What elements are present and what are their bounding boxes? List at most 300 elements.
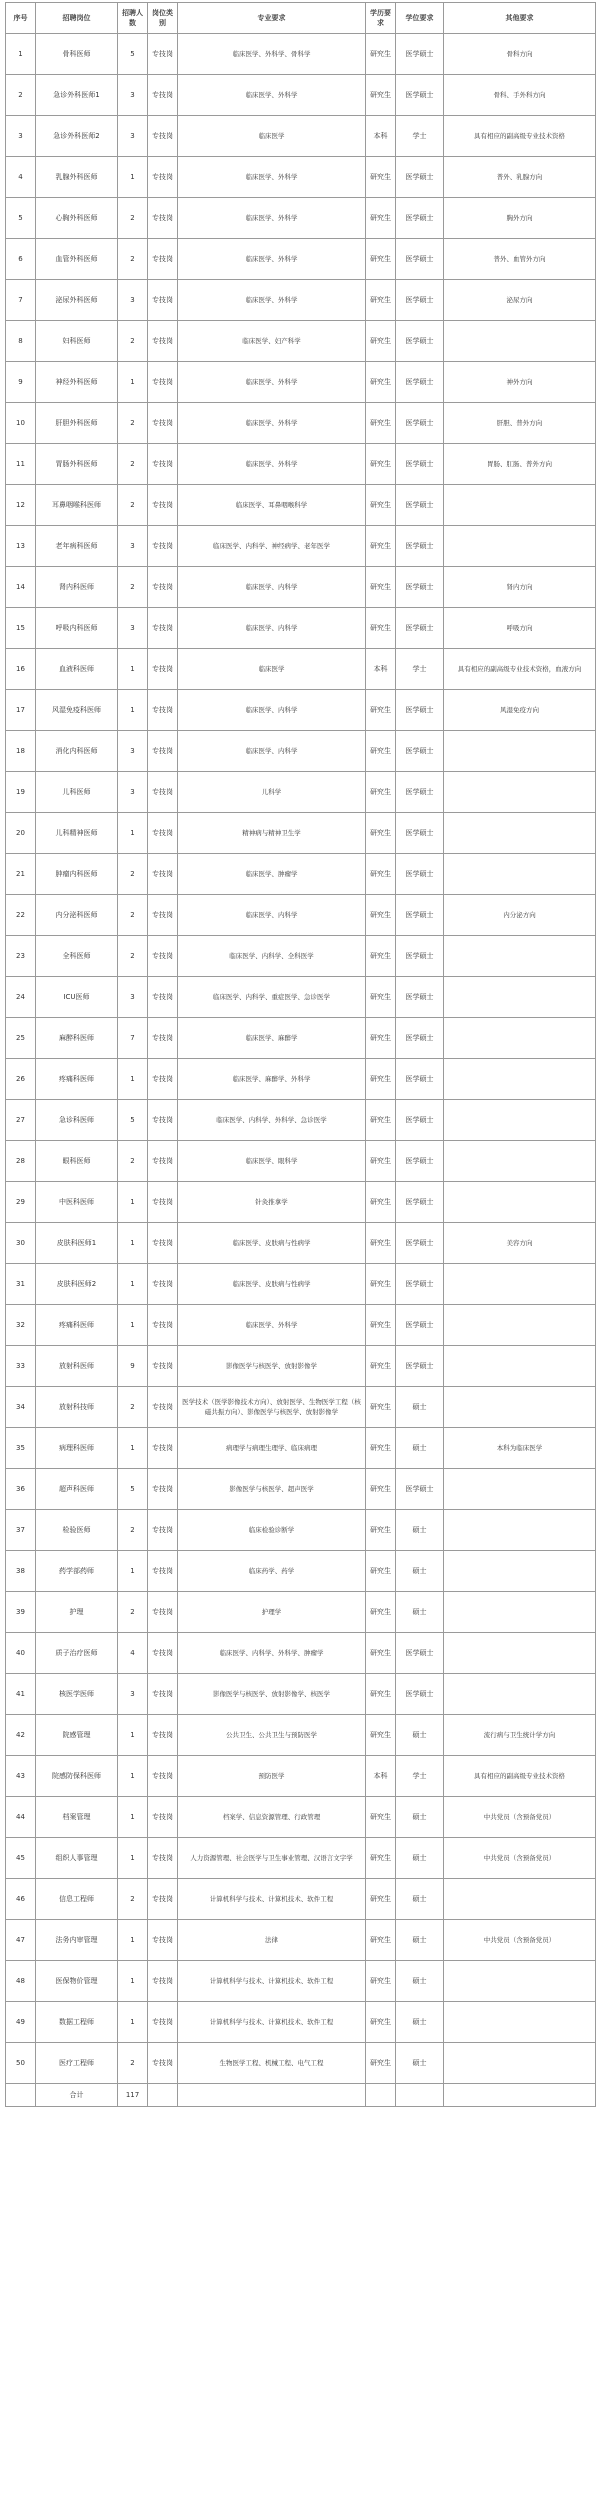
table-row: [6, 280, 596, 321]
cell-education: 研究生: [366, 1346, 396, 1387]
cell-major: 医学技术（医学影像技术方向）、放射医学、生物医学工程（核磁共振方向）、影像医学与核医学、放射影像学: [178, 1387, 366, 1428]
cell-degree: 医学硕士: [396, 1141, 444, 1182]
cell-post: 血液科医师: [36, 649, 118, 690]
cell-category: 专技岗: [148, 362, 178, 403]
cell-count: 3: [118, 526, 148, 567]
cell-major: 临床医学、外科学: [178, 403, 366, 444]
cell-other: 肾内方向: [444, 567, 596, 608]
cell-education: 研究生: [366, 1100, 396, 1141]
cell-education: 研究生: [366, 1469, 396, 1510]
table-row: [6, 854, 596, 895]
cell-count: 1: [118, 1428, 148, 1469]
table-row: [6, 977, 596, 1018]
cell-no: 43: [6, 1756, 36, 1797]
table-row: [6, 198, 596, 239]
cell-count: 2: [118, 198, 148, 239]
table-row: [6, 403, 596, 444]
cell-no: 31: [6, 1264, 36, 1305]
cell-post: 耳鼻咽喉科医师: [36, 485, 118, 526]
table-row: [6, 567, 596, 608]
cell-category: 专技岗: [148, 1715, 178, 1756]
header-other: 其他要求: [444, 3, 596, 34]
cell-no: 47: [6, 1920, 36, 1961]
cell-major: 档案学、信息资源管理、行政管理: [178, 1797, 366, 1838]
cell-major: 病理学与病理生理学、临床病理: [178, 1428, 366, 1469]
table-row: [6, 1059, 596, 1100]
cell-other: [444, 1879, 596, 1920]
cell-major: 精神病与精神卫生学: [178, 813, 366, 854]
cell-count: 2: [118, 1510, 148, 1551]
cell-category: 专技岗: [148, 649, 178, 690]
cell-category: 专技岗: [148, 608, 178, 649]
header-major: 专业要求: [178, 3, 366, 34]
table-row: [6, 1387, 596, 1428]
cell-no: 38: [6, 1551, 36, 1592]
table-row: [6, 2043, 596, 2084]
cell-degree: 硕士: [396, 1879, 444, 1920]
table-row: [6, 526, 596, 567]
cell-category: 专技岗: [148, 1305, 178, 1346]
cell-category: 专技岗: [148, 977, 178, 1018]
cell-post: 肝胆外科医师: [36, 403, 118, 444]
cell-degree: 医学硕士: [396, 1469, 444, 1510]
cell-no: 18: [6, 731, 36, 772]
cell-category: 专技岗: [148, 280, 178, 321]
table-row: [6, 1182, 596, 1223]
cell-degree: 医学硕士: [396, 1305, 444, 1346]
cell-other: 骨科方向: [444, 34, 596, 75]
cell-major: 临床医学、外科学、骨科学: [178, 34, 366, 75]
cell-major: 临床医学、外科学: [178, 362, 366, 403]
cell-degree: 医学硕士: [396, 1182, 444, 1223]
cell-count: 3: [118, 75, 148, 116]
cell-education: 研究生: [366, 362, 396, 403]
cell-post: 儿科医师: [36, 772, 118, 813]
cell-education: 研究生: [366, 1715, 396, 1756]
cell-category: 专技岗: [148, 1100, 178, 1141]
cell-no: 22: [6, 895, 36, 936]
cell-major: 临床医学、外科学: [178, 1305, 366, 1346]
cell-category: 专技岗: [148, 75, 178, 116]
cell-education: 研究生: [366, 239, 396, 280]
cell-post: 信息工程师: [36, 1879, 118, 1920]
table-row: [6, 485, 596, 526]
cell-post: 泌尿外科医师: [36, 280, 118, 321]
cell-category: 专技岗: [148, 198, 178, 239]
cell-major: 临床医学、内科学、重症医学、急诊医学: [178, 977, 366, 1018]
cell-other: 普外、乳腺方向: [444, 157, 596, 198]
cell-education: 研究生: [366, 1428, 396, 1469]
cell-count: 2: [118, 321, 148, 362]
cell-major: 临床医学、外科学: [178, 444, 366, 485]
cell-no: 33: [6, 1346, 36, 1387]
cell-count: 2: [118, 895, 148, 936]
cell-other: [444, 936, 596, 977]
table-row: [6, 1469, 596, 1510]
cell-no: 42: [6, 1715, 36, 1756]
cell-other: [444, 1469, 596, 1510]
cell-post: 妇科医师: [36, 321, 118, 362]
cell-other: [444, 1592, 596, 1633]
cell-education: 研究生: [366, 321, 396, 362]
cell-major: 临床检验诊断学: [178, 1510, 366, 1551]
cell-post: 肾内科医师: [36, 567, 118, 608]
table-row: [6, 116, 596, 157]
cell-education: 研究生: [366, 280, 396, 321]
cell-other: [444, 1018, 596, 1059]
cell-no: 19: [6, 772, 36, 813]
cell-degree: 硕士: [396, 1797, 444, 1838]
cell-degree: 医学硕士: [396, 526, 444, 567]
cell-education: 研究生: [366, 157, 396, 198]
table-row: [6, 362, 596, 403]
cell-no: 10: [6, 403, 36, 444]
cell-degree: 医学硕士: [396, 1264, 444, 1305]
cell-degree: 硕士: [396, 1551, 444, 1592]
cell-other: [444, 1305, 596, 1346]
cell-post: 护理: [36, 1592, 118, 1633]
cell-education: 研究生: [366, 1182, 396, 1223]
cell-other: 普外、血管外方向: [444, 239, 596, 280]
cell-no: 13: [6, 526, 36, 567]
cell-major: 临床医学、肿瘤学: [178, 854, 366, 895]
cell-major: 临床医学、外科学: [178, 239, 366, 280]
cell-education: 本科: [366, 1756, 396, 1797]
cell-count: 7: [118, 1018, 148, 1059]
cell-education: 研究生: [366, 936, 396, 977]
cell-no: 17: [6, 690, 36, 731]
cell-education: 研究生: [366, 772, 396, 813]
cell-no: 30: [6, 1223, 36, 1264]
cell-post: 医保物价管理: [36, 1961, 118, 2002]
cell-education: 研究生: [366, 1592, 396, 1633]
cell-other: [444, 977, 596, 1018]
cell-count: 1: [118, 1305, 148, 1346]
cell-count: 1: [118, 1264, 148, 1305]
cell-degree: 医学硕士: [396, 198, 444, 239]
cell-major: 临床医学、内科学、全科医学: [178, 936, 366, 977]
cell-education: 本科: [366, 649, 396, 690]
cell-degree: 医学硕士: [396, 280, 444, 321]
table-row: [6, 321, 596, 362]
cell-degree: 医学硕士: [396, 444, 444, 485]
cell-degree: 医学硕士: [396, 977, 444, 1018]
cell-no: 15: [6, 608, 36, 649]
cell-major: 临床医学、皮肤病与性病学: [178, 1223, 366, 1264]
table-row: [6, 1551, 596, 1592]
cell-major: 临床医学、内科学、外科学、肿瘤学: [178, 1633, 366, 1674]
cell-education: 研究生: [366, 1961, 396, 2002]
cell-post: 消化内科医师: [36, 731, 118, 772]
cell-no: 9: [6, 362, 36, 403]
table-row: [6, 1879, 596, 1920]
cell-count: 1: [118, 1182, 148, 1223]
cell-post: 全科医师: [36, 936, 118, 977]
header-degree: 学位要求: [396, 3, 444, 34]
cell-other: 骨科、手外科方向: [444, 75, 596, 116]
cell-education: 本科: [366, 116, 396, 157]
cell-no: 35: [6, 1428, 36, 1469]
cell-count: 2: [118, 567, 148, 608]
cell-count: 3: [118, 280, 148, 321]
cell-degree: 医学硕士: [396, 854, 444, 895]
cell-category: 专技岗: [148, 813, 178, 854]
cell-no: 39: [6, 1592, 36, 1633]
cell-no: 3: [6, 116, 36, 157]
cell-education: 研究生: [366, 895, 396, 936]
table-row: [6, 731, 596, 772]
table-row: [6, 1674, 596, 1715]
table-row: [6, 772, 596, 813]
cell-major: 法律: [178, 1920, 366, 1961]
cell-degree: 硕士: [396, 2002, 444, 2043]
cell-degree: 医学硕士: [396, 895, 444, 936]
cell-major: 人力资源管理、社会医学与卫生事业管理、汉语言文字学: [178, 1838, 366, 1879]
cell-major: 临床医学、外科学: [178, 75, 366, 116]
cell-post: 眼科医师: [36, 1141, 118, 1182]
cell-other: [444, 1633, 596, 1674]
cell-post: 质子治疗医师: [36, 1633, 118, 1674]
table-row: [6, 239, 596, 280]
cell-category: 专技岗: [148, 1920, 178, 1961]
cell-degree: 硕士: [396, 1715, 444, 1756]
header-count: 招聘人数: [118, 3, 148, 34]
cell-category: 专技岗: [148, 1428, 178, 1469]
cell-major: 临床医学、眼科学: [178, 1141, 366, 1182]
cell-count: 2: [118, 854, 148, 895]
cell-no: 41: [6, 1674, 36, 1715]
cell-no: 12: [6, 485, 36, 526]
cell-no: 4: [6, 157, 36, 198]
cell-count: 2: [118, 2043, 148, 2084]
cell-education: 研究生: [366, 1059, 396, 1100]
cell-education: 研究生: [366, 1141, 396, 1182]
cell-education: 研究生: [366, 690, 396, 731]
cell-count: 1: [118, 157, 148, 198]
table-row: [6, 157, 596, 198]
cell-post: 急诊外科医师1: [36, 75, 118, 116]
cell-degree: 硕士: [396, 1920, 444, 1961]
cell-major: 影像医学与核医学、放射影像学: [178, 1346, 366, 1387]
header-category: 岗位类别: [148, 3, 178, 34]
cell-post: 院感管理: [36, 1715, 118, 1756]
cell-count: 2: [118, 444, 148, 485]
table-row: [6, 1100, 596, 1141]
cell-count: 2: [118, 239, 148, 280]
cell-no: 27: [6, 1100, 36, 1141]
cell-degree: 医学硕士: [396, 1018, 444, 1059]
cell-count: 1: [118, 1715, 148, 1756]
cell-major: 临床医学、妇产科学: [178, 321, 366, 362]
cell-category: 专技岗: [148, 1223, 178, 1264]
cell-category: 专技岗: [148, 1346, 178, 1387]
cell-degree: 医学硕士: [396, 321, 444, 362]
total-label: 合计: [36, 2084, 118, 2107]
total-count: 117: [118, 2084, 148, 2107]
cell-count: 3: [118, 977, 148, 1018]
cell-count: 1: [118, 1551, 148, 1592]
cell-no: 8: [6, 321, 36, 362]
cell-education: 研究生: [366, 977, 396, 1018]
cell-major: 临床医学、外科学: [178, 157, 366, 198]
cell-count: 2: [118, 1141, 148, 1182]
cell-post: 药学部药师: [36, 1551, 118, 1592]
cell-other: 流行病与卫生统计学方向: [444, 1715, 596, 1756]
table-row: [6, 1633, 596, 1674]
cell-post: 皮肤科医师2: [36, 1264, 118, 1305]
cell-count: 1: [118, 1059, 148, 1100]
cell-other: [444, 731, 596, 772]
cell-major: 临床医学、内科学: [178, 731, 366, 772]
cell-degree: 医学硕士: [396, 608, 444, 649]
cell-major: 临床医学、内科学、外科学、急诊医学: [178, 1100, 366, 1141]
cell-category: 专技岗: [148, 1141, 178, 1182]
cell-post: 急诊科医师: [36, 1100, 118, 1141]
table-row: [6, 936, 596, 977]
cell-other: 中共党员（含预备党员）: [444, 1838, 596, 1879]
cell-post: 放射科技师: [36, 1387, 118, 1428]
cell-other: [444, 321, 596, 362]
total-row: [6, 2084, 596, 2107]
cell-education: 研究生: [366, 567, 396, 608]
cell-major: 临床医学、麻醉学: [178, 1018, 366, 1059]
cell-major: 儿科学: [178, 772, 366, 813]
table-row: [6, 1592, 596, 1633]
cell-other: [444, 854, 596, 895]
cell-degree: 医学硕士: [396, 1346, 444, 1387]
table-row: [6, 608, 596, 649]
table-row: [6, 1141, 596, 1182]
cell-degree: 硕士: [396, 1838, 444, 1879]
cell-post: 疼痛科医师: [36, 1305, 118, 1346]
cell-degree: 医学硕士: [396, 1059, 444, 1100]
cell-degree: 医学硕士: [396, 239, 444, 280]
cell-count: 1: [118, 1838, 148, 1879]
cell-degree: 学士: [396, 1756, 444, 1797]
cell-category: 专技岗: [148, 1633, 178, 1674]
cell-other: 肝胆、普外方向: [444, 403, 596, 444]
cell-post: 神经外科医师: [36, 362, 118, 403]
cell-count: 9: [118, 1346, 148, 1387]
cell-post: 肿瘤内科医师: [36, 854, 118, 895]
cell-category: 专技岗: [148, 1797, 178, 1838]
cell-degree: 医学硕士: [396, 936, 444, 977]
cell-count: 2: [118, 1879, 148, 1920]
cell-degree: 硕士: [396, 1592, 444, 1633]
cell-other: 具有相应的副高级专业技术资格，血液方向: [444, 649, 596, 690]
cell-education: 研究生: [366, 1387, 396, 1428]
cell-education: 研究生: [366, 1879, 396, 1920]
cell-major: 计算机科学与技术、计算机技术、软件工程: [178, 2002, 366, 2043]
cell-other: [444, 813, 596, 854]
cell-other: 呼吸方向: [444, 608, 596, 649]
cell-category: 专技岗: [148, 936, 178, 977]
cell-education: 研究生: [366, 1920, 396, 1961]
cell-category: 专技岗: [148, 895, 178, 936]
cell-category: 专技岗: [148, 116, 178, 157]
cell-education: 研究生: [366, 1551, 396, 1592]
cell-category: 专技岗: [148, 1059, 178, 1100]
cell-count: 5: [118, 1469, 148, 1510]
cell-post: 核医学医师: [36, 1674, 118, 1715]
cell-count: 3: [118, 772, 148, 813]
cell-other: [444, 485, 596, 526]
cell-no: 20: [6, 813, 36, 854]
cell-education: 研究生: [366, 2002, 396, 2043]
cell-other: [444, 1961, 596, 2002]
cell-other: 具有相应的副高级专业技术资格: [444, 116, 596, 157]
cell-no: 49: [6, 2002, 36, 2043]
table-row: [6, 1346, 596, 1387]
table-row: [6, 1920, 596, 1961]
cell-education: 研究生: [366, 1510, 396, 1551]
cell-degree: 硕士: [396, 1387, 444, 1428]
cell-no: 46: [6, 1879, 36, 1920]
cell-count: 5: [118, 1100, 148, 1141]
cell-major: 临床医学、内科学: [178, 895, 366, 936]
cell-category: 专技岗: [148, 239, 178, 280]
cell-post: 胃肠外科医师: [36, 444, 118, 485]
cell-category: 专技岗: [148, 567, 178, 608]
cell-major: 计算机科学与技术、计算机技术、软件工程: [178, 1961, 366, 2002]
cell-category: 专技岗: [148, 854, 178, 895]
cell-count: 1: [118, 649, 148, 690]
cell-other: 具有相应的副高级专业技术资格: [444, 1756, 596, 1797]
cell-other: 本科为临床医学: [444, 1428, 596, 1469]
cell-major: 临床医学: [178, 649, 366, 690]
cell-major: 生物医学工程、机械工程、电气工程: [178, 2043, 366, 2084]
cell-category: 专技岗: [148, 403, 178, 444]
cell-major: 影像医学与核医学、放射影像学、核医学: [178, 1674, 366, 1715]
cell-other: 中共党员（含预备党员）: [444, 1920, 596, 1961]
cell-no: 34: [6, 1387, 36, 1428]
cell-other: 泌尿方向: [444, 280, 596, 321]
cell-category: 专技岗: [148, 2043, 178, 2084]
cell-no: 6: [6, 239, 36, 280]
cell-degree: 医学硕士: [396, 772, 444, 813]
cell-other: [444, 1141, 596, 1182]
cell-other: [444, 1059, 596, 1100]
cell-degree: 医学硕士: [396, 157, 444, 198]
cell-post: 档案管理: [36, 1797, 118, 1838]
table-row: [6, 1715, 596, 1756]
cell-category: 专技岗: [148, 690, 178, 731]
cell-category: 专技岗: [148, 2002, 178, 2043]
cell-education: 研究生: [366, 526, 396, 567]
cell-other: 内分泌方向: [444, 895, 596, 936]
cell-category: 专技岗: [148, 1387, 178, 1428]
cell-major: 影像医学与核医学、超声医学: [178, 1469, 366, 1510]
cell-category: 专技岗: [148, 1674, 178, 1715]
cell-count: 1: [118, 362, 148, 403]
cell-other: [444, 772, 596, 813]
cell-post: 老年病科医师: [36, 526, 118, 567]
cell-post: 心胸外科医师: [36, 198, 118, 239]
cell-category: 专技岗: [148, 485, 178, 526]
table-row: [6, 895, 596, 936]
cell-major: 临床医学、内科学: [178, 567, 366, 608]
cell-education: 研究生: [366, 731, 396, 772]
cell-no: 2: [6, 75, 36, 116]
cell-count: 2: [118, 485, 148, 526]
cell-post: 医疗工程师: [36, 2043, 118, 2084]
cell-major: 临床医学、耳鼻咽喉科学: [178, 485, 366, 526]
table-row: [6, 813, 596, 854]
cell-degree: 硕士: [396, 2043, 444, 2084]
cell-degree: 医学硕士: [396, 34, 444, 75]
cell-post: 检验医师: [36, 1510, 118, 1551]
header-education: 学历要求: [366, 3, 396, 34]
